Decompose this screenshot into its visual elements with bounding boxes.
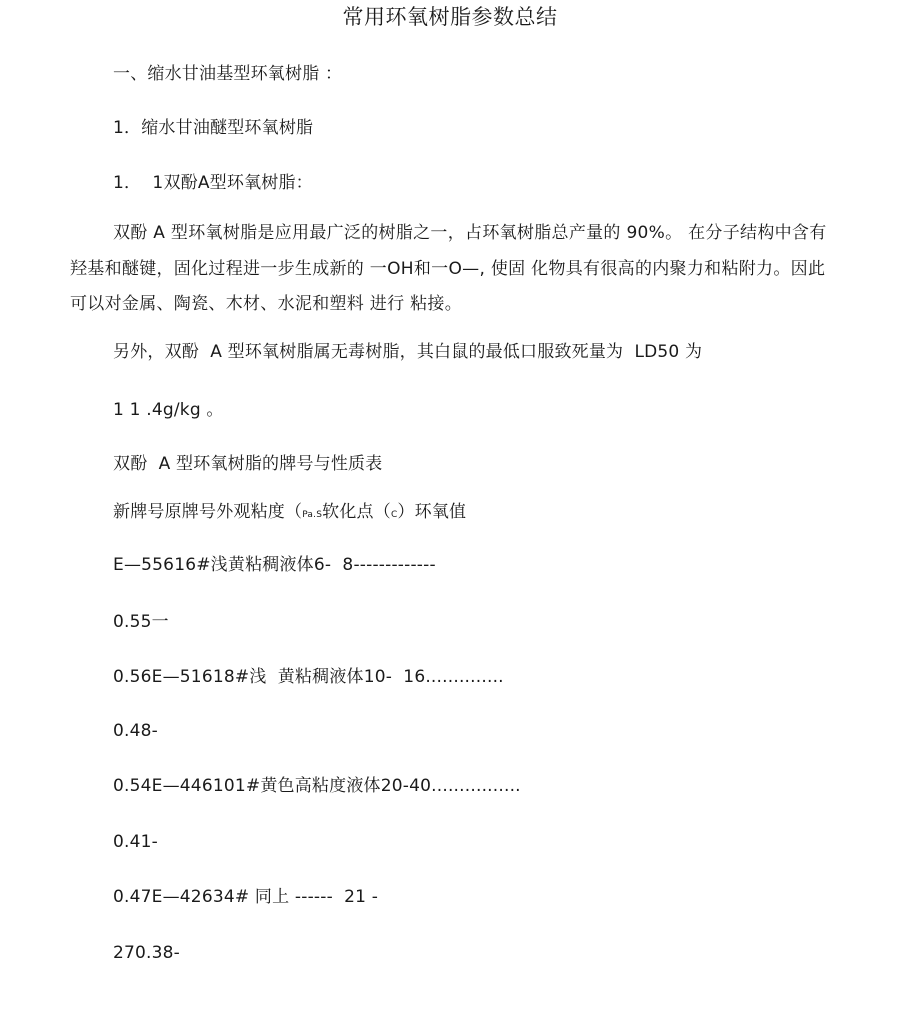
table-row: E—55616#浅黄粘稠液体6- 8-------------: [113, 555, 436, 575]
table-header-post: ）环氧值: [397, 502, 467, 522]
subsubsection-heading: 1． 1双酚A型环氧树脂：: [113, 173, 313, 193]
paragraph-toxicity: 另外，双酚 A 型环氧树脂属无毒树脂，其白鼠的最低口服致死量为 LD50 为: [113, 342, 703, 362]
table-row: 0.41-: [113, 832, 158, 852]
section-heading: 一、缩水甘油基型环氧树脂 ：: [113, 64, 343, 84]
table-row: 0.56E—51618#浅 黄粘稠液体10- 16..............: [113, 667, 504, 687]
table-row: 0.48-: [113, 721, 158, 741]
table-row: 0.47E—42634# 同上 ------ 21 -: [113, 887, 379, 907]
table-header: [113, 504, 466, 521]
document-title: 常用环氧树脂参数总结: [342, 5, 558, 29]
table-header-unit-temp: C: [390, 510, 398, 520]
table-header-unit-viscosity: Pa.S: [302, 510, 323, 520]
table-header-pre: 新牌号原牌号外观粘度（: [113, 502, 303, 522]
paragraph-toxicity-value: 1 1 .4g/kg 。: [113, 400, 224, 420]
table-row: 270.38-: [113, 943, 181, 963]
subsection-heading: 1．缩水甘油醚型环氧树脂: [113, 118, 314, 138]
table-row: 0.54E—446101#黄色高粘度液体20-40................: [113, 776, 521, 796]
table-row: 0.55一: [113, 612, 169, 632]
table-header-mid: 软化点（: [322, 502, 391, 522]
table-caption: 双酚 A 型环氧树脂的牌号与性质表: [113, 454, 383, 474]
paragraph-intro: 双酚 A 型环氧树脂是应用最广泛的树脂之一，占环氧树脂总产量的 90%。 在分子结构中含有羟基和醚键，固化过程进一步生成新的 一OH和一O—, 使固 化物具有很高的内聚力和粘附力。因此可以对金属、陶瓷、木材、水泥和塑料 进行 粘接。: [70, 223, 827, 314]
